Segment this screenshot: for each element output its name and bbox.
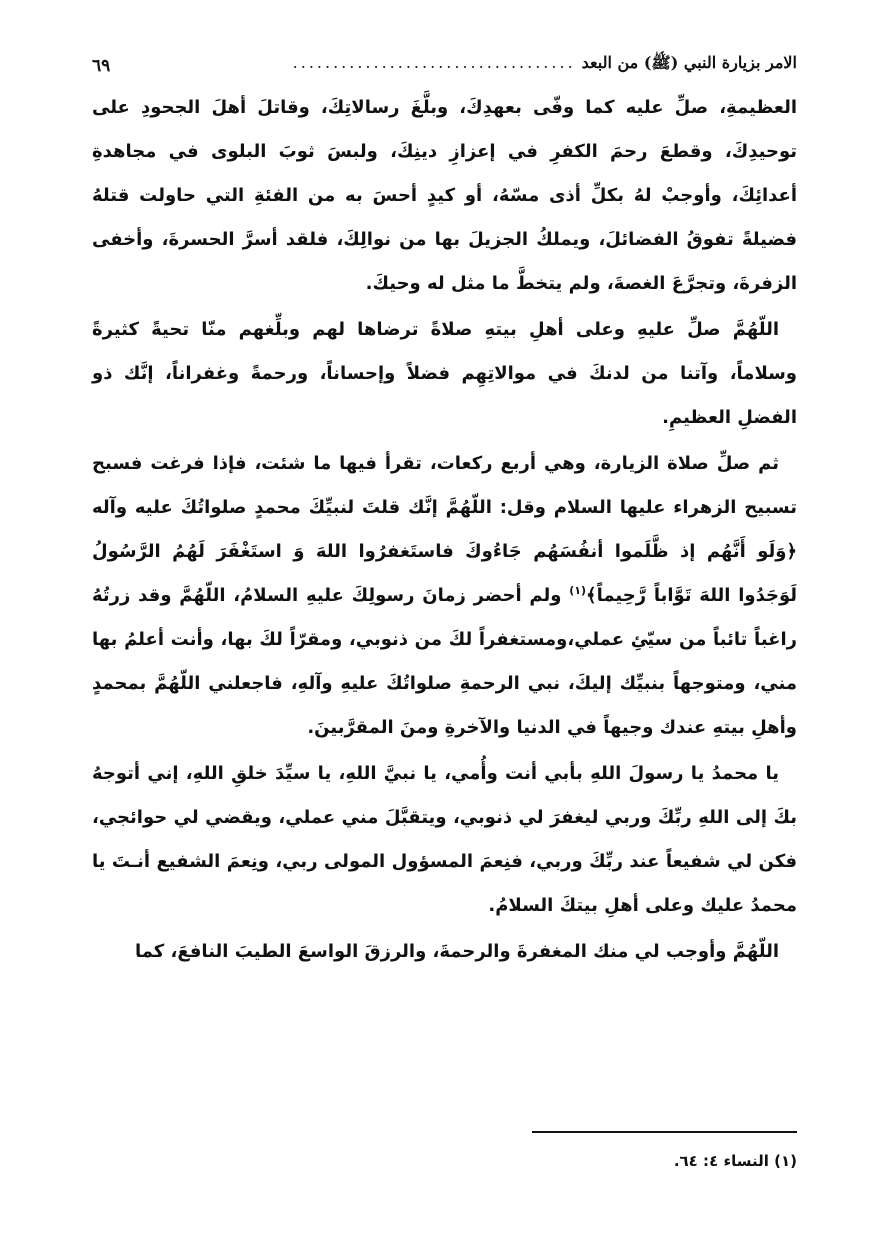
footnote-text: (١) النساء ٤: ٦٤. xyxy=(673,1152,797,1170)
paragraph xyxy=(92,752,797,928)
paragraph xyxy=(92,86,797,306)
paragraph-text: اللّهُمَّ صلِّ عليهِ وعلى أهلِ بيتهِ صلاةً ترضاها لهم وبلِّغهم منّا تحيةً كثيرةً وسلاماً، وآتنا من لدنكَ في موالاتِهِم فضلاً وإحساناً، ورحمةً وغفراناً، إنَّك ذو الفضلِ العظيمِ. xyxy=(92,319,797,428)
paragraph-text: ثم صلِّ صلاة الزيارة، وهي أربع ركعات، تقرأ فيها ما شئت، فإذا فرغت فسبح تسبيح الزهراء عليها السلام وقل: اللّهُمَّ إنَّك قلتَ لنبيِّكَ محمدٍ صلواتُكَ عليه وآله ﴿وَلَو أَنَّهُم إذ ظَّلَموا أنفُسَهُم جَاءُوكَ فاستَغفرُوا اللهَ وَ استَغْفَرَ لَهُمُ الرَّسُولُ لَوَجَدُوا اللهَ تَوَّاباً رَّحِيماً﴾ xyxy=(92,453,797,606)
chapter-title: الامر بزيارة النبي (ﷺ) من البعد xyxy=(581,53,797,72)
page-number: ٦٩ xyxy=(92,56,111,76)
paragraph-text-continued: ولم أحضر زمانَ رسولِكَ عليهِ السلامُ، اللّهُمَّ وقد زرتُهُ راغباً تائباً من سيّئِ عملي،ومستغفراً لكَ من ذنوبي، ومقرّاً لكَ بها، وأنت أعلمُ بها مني، ومتوجهاً بنبيِّك إليكَ، نبي الرحمةِ صلواتُكَ عليهِ وآلهِ، فاجعلني اللّهُمَّ بمحمدٍ وأهلِ بيتهِ عندك وجيهاً في الدنيا والآخرةِ ومنَ المقرَّبينَ. xyxy=(92,585,797,738)
paragraph xyxy=(92,930,797,974)
footnote-marker[interactable]: (١) xyxy=(569,584,587,597)
footnote-divider xyxy=(532,1131,797,1133)
footnote xyxy=(92,1152,797,1170)
running-header xyxy=(92,42,797,76)
paragraph xyxy=(92,442,797,750)
paragraph-text: اللّهُمَّ وأوجب لي منك المغفرةَ والرحمةَ، والرزقَ الواسعَ الطيبَ النافعَ، كما xyxy=(134,941,779,962)
header-leader-dots: ................................... xyxy=(292,53,576,72)
paragraph-text: يا محمدُ يا رسولَ اللهِ بأبي أنت وأُمي، يا نبيَّ اللهِ، يا سيِّدَ خلقِ اللهِ، إني أتوجهُ بكَ إلى اللهِ ربِّكَ وربي ليغفرَ لي ذنوبي، ويتقبَّلَ مني عملي، ويقضي لي حوائجي، فكن لي شفيعاً عند ربِّكَ وربي، فنِعمَ المسؤول المولى ربي، ونِعمَ الشفيع أنـتَ يا محمدُ عليك وعلى أهلِ بيتكَ السلامُ. xyxy=(92,763,797,916)
paragraph xyxy=(92,308,797,440)
main-text xyxy=(92,86,797,976)
paragraph-text: العظيمةِ، صلِّ عليه كما وفّى بعهدِكَ، وبلَّغَ رسالاتِكَ، وقاتلَ أهلَ الجحودِ على توحيدِكَ، وقطعَ رحمَ الكفرِ في إعزازِ دينِكَ، ولبسَ ثوبَ البلوى في مجاهدةِ أعدائِكَ، وأوجبْ لهُ بكلِّ أذى مسّهُ، أو كيدٍ أحسَ به من الفئةِ التي حاولت قتلهُ فضيلةً تفوقُ الفضائلَ، ويملكُ الجزيلَ بها من نوالِكَ، فلقد أسرَّ الحسرةَ، وأخفى الزفرةَ، وتجرَّعَ الغصةَ، ولم يتخطَّ ما مثل له وحيكَ. xyxy=(92,97,797,294)
